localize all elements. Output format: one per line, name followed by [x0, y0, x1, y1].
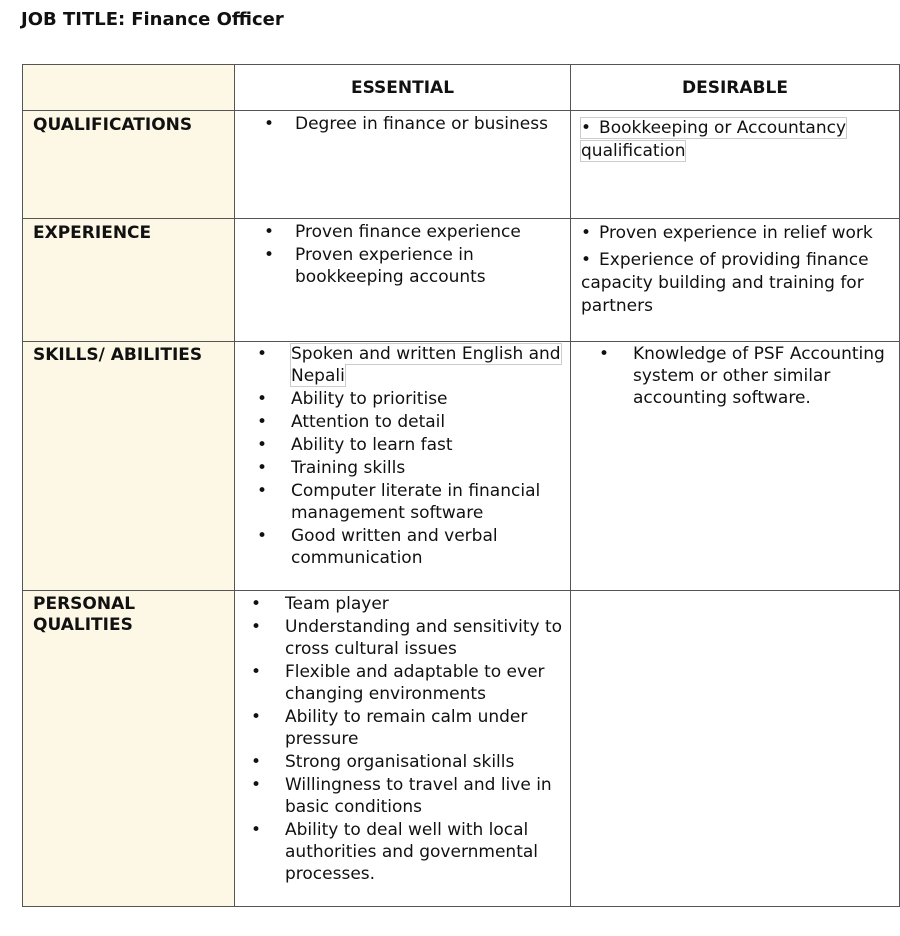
row-qualifications	[23, 111, 900, 219]
list-item: • Strong organisational skills	[235, 751, 566, 773]
table-header-row	[23, 65, 900, 111]
essential-skills-cell	[235, 342, 571, 591]
essential-qualifications-cell	[235, 111, 571, 219]
essential-personal-cell	[235, 591, 571, 907]
list-item	[581, 117, 893, 163]
column-header-desirable: DESIRABLE	[571, 65, 900, 111]
job-title-label: JOB TITLE:	[21, 9, 126, 30]
list-item: • Willingness to travel and live in basic conditions	[235, 774, 566, 818]
essential-experience-cell	[235, 219, 571, 342]
list-item: • Knowledge of PSF Accounting system or other similar accounting software.	[571, 343, 893, 409]
list-item: • Flexible and adaptable to ever changing environments	[235, 661, 566, 705]
list-item: • Ability to learn fast	[235, 434, 566, 456]
list-item: • Good written and verbal communication	[235, 525, 566, 569]
bookkeeping-text-box: • Bookkeeping or Accountancy qualification	[581, 118, 847, 161]
header-corner-cell	[23, 65, 235, 111]
row-label-skills: SKILLS/ ABILITIES	[23, 342, 235, 591]
essential-qualifications-list	[239, 113, 566, 135]
list-item	[235, 343, 566, 387]
row-label-personal-qualities: PERSONAL QUALITIES	[23, 591, 235, 907]
list-item: • Ability to deal well with local authorities and governmental processes.	[235, 819, 566, 885]
row-personal-qualities	[23, 591, 900, 907]
page-title	[21, 9, 284, 30]
desirable-personal-cell	[571, 591, 900, 907]
desirable-experience-cell	[571, 219, 900, 342]
desirable-qualifications-cell	[571, 111, 900, 219]
list-item: • Understanding and sensitivity to cross cultural issues	[235, 616, 566, 660]
row-skills	[23, 342, 900, 591]
spoken-english-text-box: Spoken and written English and Nepali	[291, 344, 561, 386]
desirable-skills-list	[571, 343, 893, 409]
list-item: • Proven experience in bookkeeping accounts	[239, 244, 566, 288]
row-label-experience: EXPERIENCE	[23, 219, 235, 342]
list-item: • Computer literate in financial management software	[235, 480, 566, 524]
list-item: • Attention to detail	[235, 411, 566, 433]
column-header-essential: ESSENTIAL	[235, 65, 571, 111]
list-item: • Proven finance experience	[239, 221, 566, 243]
row-experience	[23, 219, 900, 342]
list-item: • Team player	[235, 593, 566, 615]
essential-skills-list	[235, 343, 566, 569]
job-title-value: Finance Officer	[131, 9, 284, 30]
list-item: • Degree in finance or business	[239, 113, 566, 135]
list-item: • Ability to prioritise	[235, 388, 566, 410]
list-item: • Training skills	[235, 457, 566, 479]
desirable-skills-cell	[571, 342, 900, 591]
list-item: • Proven experience in relief work	[581, 223, 873, 243]
essential-experience-list	[239, 221, 566, 288]
person-specification-table	[22, 64, 900, 907]
list-item: • Experience of providing finance capacity building and training for partners	[581, 250, 869, 316]
essential-personal-list	[235, 593, 566, 885]
list-item: • Ability to remain calm under pressure	[235, 706, 566, 750]
row-label-qualifications: QUALIFICATIONS	[23, 111, 235, 219]
